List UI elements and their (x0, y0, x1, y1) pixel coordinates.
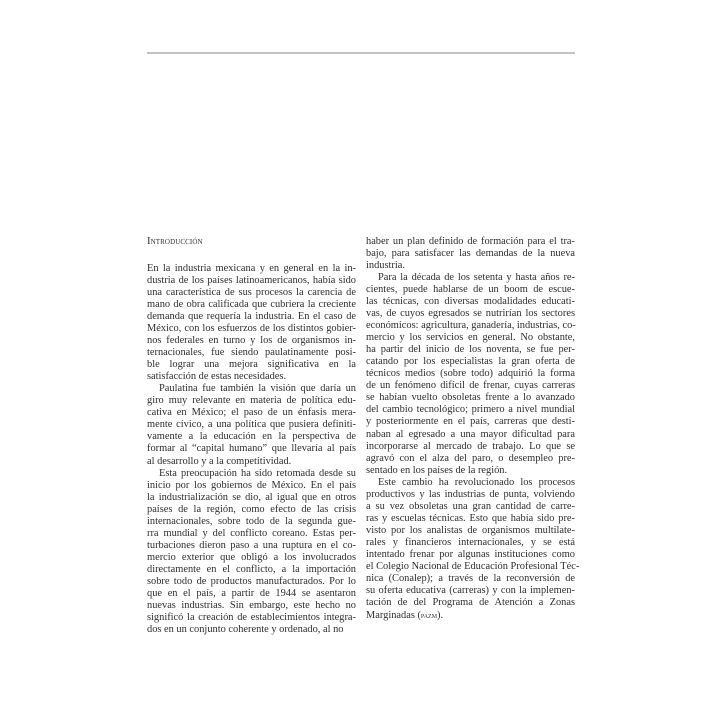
paragraph (366, 272, 575, 477)
text-line: mano de obra calificada que cubriera la creciente (147, 299, 356, 311)
text-line: técnicos medios (sobre todo) adquirió la forma (366, 368, 575, 380)
text-line: ternacionales, fue siendo paulatinamente posi- (147, 347, 356, 359)
text-line: En la industria mexicana y en general en la in- (147, 263, 356, 274)
text-line: nos federales en turno y los de organismos in- (147, 335, 356, 347)
text-line: productivos y las industrias de punta, volviendo (366, 488, 575, 500)
text-line: de un fenómeno difícil de frenar, cuyas carreras (366, 380, 575, 392)
text-line: rales y financieros internacionales, y se está (366, 536, 575, 548)
text-line: Para la década de los setenta y hasta años re- (378, 272, 575, 284)
text-line: inicio por los gobiernos de México. En el país (147, 479, 356, 491)
text-line: intentado frenar por algunas instituciones como (366, 548, 575, 560)
acronym: pazm (420, 609, 438, 620)
text-line: industria. (366, 260, 405, 272)
text-line: Esta preocupación ha sido retomada desde su (159, 467, 356, 479)
text-line: dos en un conjunto coherente y ordenado, al no (147, 623, 344, 635)
text-line: ble lograr una mejora significativa en la (147, 359, 356, 371)
title-spacer (147, 248, 356, 263)
text-line: agravó con el alza del paro, o desempleo pre- (366, 452, 575, 464)
text-line: económicos: agricultura, ganadería, industrias, co- (366, 320, 576, 332)
text-line: Paulatina fue también la visión que daría un (159, 383, 356, 395)
text-line: el Colegio Nacional de Educación Profesional Téc- (366, 560, 580, 572)
text-fragment: ). (437, 609, 444, 621)
left-paragraphs (147, 263, 356, 636)
text-line: sentado en los países de la región. (366, 464, 508, 476)
text-line: incorporarse al mercado de trabajo. Lo que se (366, 440, 575, 452)
text-line: dustria de los países latinoamericanos, había sido (147, 275, 356, 287)
text-line: ha partir del inicio de los noventa, se fue per- (366, 344, 575, 356)
paragraph (147, 468, 356, 636)
text-line: al desarrollo y a la competitividad. (147, 455, 292, 467)
text-line: nuevas industrias. Sin embargo, este hecho no (147, 599, 356, 611)
text-line: turbaciones dieron paso a una ruptura en el co- (147, 539, 356, 551)
paragraph (366, 476, 580, 622)
text-line: naban al egresado a una mayor dificultad para (366, 428, 575, 440)
text-line: a su vez obsoletas una gran cantidad de carre- (366, 500, 575, 512)
text-line: y posteriormente en el país, carreras que desti- (366, 416, 575, 428)
text-line: mente cívico, a una política que pusiera definiti- (147, 419, 356, 431)
text-line: cativa en México; el paso de un énfasis mera- (147, 407, 356, 419)
text-line: Este cambio ha revolucionado los procesos (378, 476, 575, 488)
text-line: tación de del Programa de Atención a Zonas (366, 596, 575, 608)
left-column (147, 236, 356, 636)
text-line: significó la creación de establecimientos integra- (147, 611, 356, 623)
text-line: países de la región, como efecto de las crisis (147, 503, 356, 515)
text-line: giro muy relevante en materia de política edu- (147, 395, 356, 407)
paragraph (147, 383, 356, 467)
text-line: bajo, para satisfacer las demandas de la nueva (366, 248, 575, 260)
text-line: se habían vuelto obsoletas frente a lo avanzado (366, 392, 575, 404)
text-line: mercio exterior que obligó a los involucrados (147, 551, 356, 563)
text-line: demanda que requería la industria. En el caso de (147, 311, 356, 323)
paragraph (147, 263, 356, 383)
section-title: Introducción (147, 236, 203, 247)
text-line: vas, de cuyos egresados se nutrirían los sectores (366, 308, 575, 320)
text-line: catando por los especialistas la gran oferta de (366, 356, 575, 368)
text-fragment: Marginadas ( (366, 609, 421, 621)
text-line: que en el país, a partir de 1944 se asentaron (147, 587, 356, 599)
header-rule (147, 52, 575, 54)
text-line: nica (Conalep); a través de la reconversión de (366, 572, 575, 584)
text-line: vamente a la educación en la perspectiva de (147, 431, 356, 443)
text-line (366, 609, 575, 622)
text-line: una característica de sus procesos la carencia de (147, 287, 356, 299)
text-line: México, con los esfuerzos de los distintos gobier- (147, 323, 356, 335)
text-line: del cambio tecnológico; primero a nivel mundial (366, 404, 575, 416)
text-line: su oferta educativa (carreras) y con la implemen- (366, 584, 575, 596)
text-line: formar al “capital humano” que llevaría al país (147, 443, 356, 455)
text-line: internacionales, sobre todo de la segunda gue- (147, 515, 356, 527)
text-line: rra mundial y del conflicto coreano. Estas per- (147, 527, 356, 539)
text-line: satisfacción de estas necesidades. (147, 371, 287, 383)
text-line: mercio y los servicios en general. No obstante, (366, 332, 575, 344)
text-line: cientes, puede hablarse de un boom de escue- (366, 284, 575, 296)
paragraph (366, 236, 575, 272)
right-paragraphs (366, 236, 580, 622)
text-line: sobre todo de productos manufacturados. Por lo (147, 575, 356, 587)
text-line: haber un plan definido de formación para el tra- (366, 236, 575, 247)
text-line: directamente en el conflicto, a la importación (147, 563, 356, 575)
text-line: la industrialización se dio, al igual que en otros (147, 491, 356, 503)
text-line: ras y escuelas técnicas. Esto que había sido pre- (366, 512, 575, 524)
right-column (366, 236, 580, 622)
text-line: las técnicas, con diversas modalidades educati- (366, 296, 575, 308)
text-line: visto por los analistas de organismos multilate- (366, 524, 575, 536)
